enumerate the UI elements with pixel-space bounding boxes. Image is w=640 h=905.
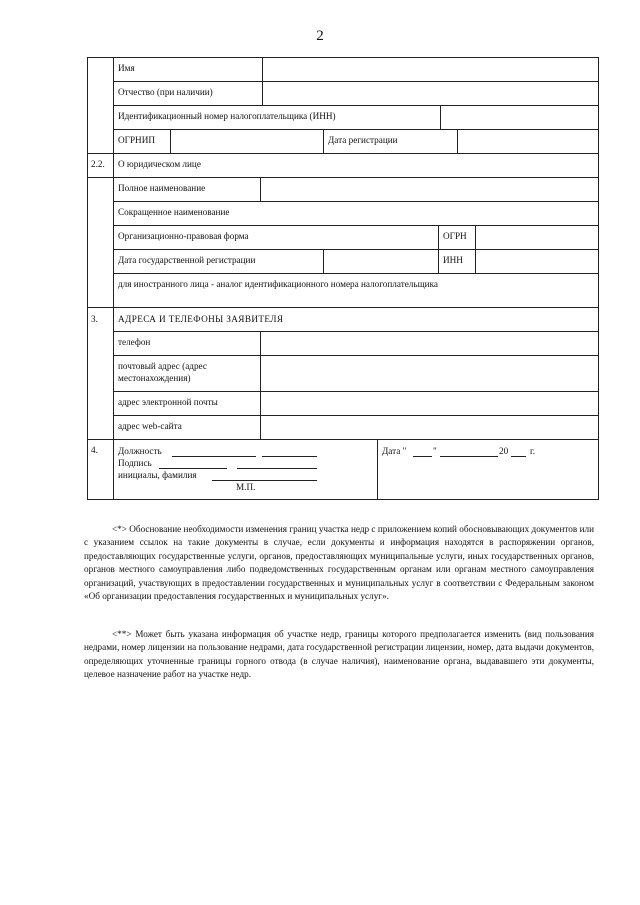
initials-label: инициалы, фамилия [118, 470, 197, 480]
signature-blank [159, 468, 227, 469]
foreign-entity-label: для иностранного лица - аналог идентификационного номера налогоплательщика [118, 279, 438, 289]
patronymic-label: Отчество (при наличии) [118, 87, 213, 97]
month-blank [440, 456, 498, 457]
inn-short-label: ИНН [443, 255, 463, 265]
signature-blank-2 [237, 468, 317, 469]
addresses-heading: АДРЕСА И ТЕЛЕФОНЫ ЗАЯВИТЕЛЯ [118, 314, 284, 324]
full-name-label: Полное наименование [118, 183, 206, 193]
legal-form-label: Организационно-правовая форма [118, 231, 249, 241]
initials-blank [212, 480, 317, 481]
email-label: адрес электронной почты [118, 397, 218, 407]
first-name-label: Имя [118, 63, 135, 73]
table-right-border [598, 57, 599, 500]
website-label: адрес web-сайта [118, 421, 182, 431]
ogrn-label: ОГРН [443, 231, 467, 241]
footnote-1: <*> Обоснование необходимости изменения границ участка недр с приложением копий обосновывающих документов или с указанием ссылок на такие документы в случае, если документы и информация находятся в распоряжении органов, предоставляющих государственные услуги, органов, предоставляющих муниципальные услуги, иных государственных органов, органов местного самоуправления либо подведомственных государственным органам или органам местного самоуправления организаций, участвующих в предоставлении государственных и муниципальных услуг в соответствии с Федеральным законом «Об организации предоставления государственных и муниципальных услуг». [84, 524, 594, 602]
position-blank [172, 456, 256, 457]
stamp-label: М.П. [236, 482, 256, 492]
table-left-border [87, 57, 88, 500]
legal-entity-heading: О юридическом лице [118, 159, 201, 169]
section-3-number: 3. [91, 314, 98, 324]
postal-address-label-line2: местонахождения) [118, 373, 191, 383]
section-4-number: 4. [91, 445, 98, 455]
page-number: 2 [316, 28, 324, 44]
date-label: Дата " [382, 446, 407, 456]
postal-address-label-line1: почтовый адрес (адрес [118, 361, 207, 371]
state-registration-date-label: Дата государственной регистрации [118, 255, 256, 265]
position-blank-2 [262, 456, 317, 457]
ogrnip-label: ОГРНИП [118, 135, 155, 145]
number-column-divider [113, 57, 114, 500]
footnote-2: <**> Может быть указана информация об участке недр, границы которого предполагается изменить (вид пользования недрами, номер лицензии на пользование недрами, дата государственной регистрации лицензии, номер, дата выдачи документов, определяющих уточненные границы горного отвода (в случае наличия), наименование органа, выдававшего эти документы, целевое назначение работ на участке недр. [84, 629, 594, 680]
year-prefix: 20 [499, 446, 509, 456]
section-2-2-number: 2.2. [91, 159, 105, 169]
position-label: Должность [118, 446, 162, 456]
year-blank [511, 456, 526, 457]
phone-label: телефон [118, 337, 151, 347]
day-blank [413, 456, 432, 457]
signature-label: Подпись [118, 458, 152, 468]
inn-label: Идентификационный номер налогоплательщика (ИНН) [118, 111, 336, 121]
registration-date-label: Дата регистрации [328, 135, 398, 145]
year-suffix: г. [530, 446, 536, 456]
date-quote: " [433, 446, 437, 456]
short-name-label: Сокращенное наименование [118, 207, 230, 217]
